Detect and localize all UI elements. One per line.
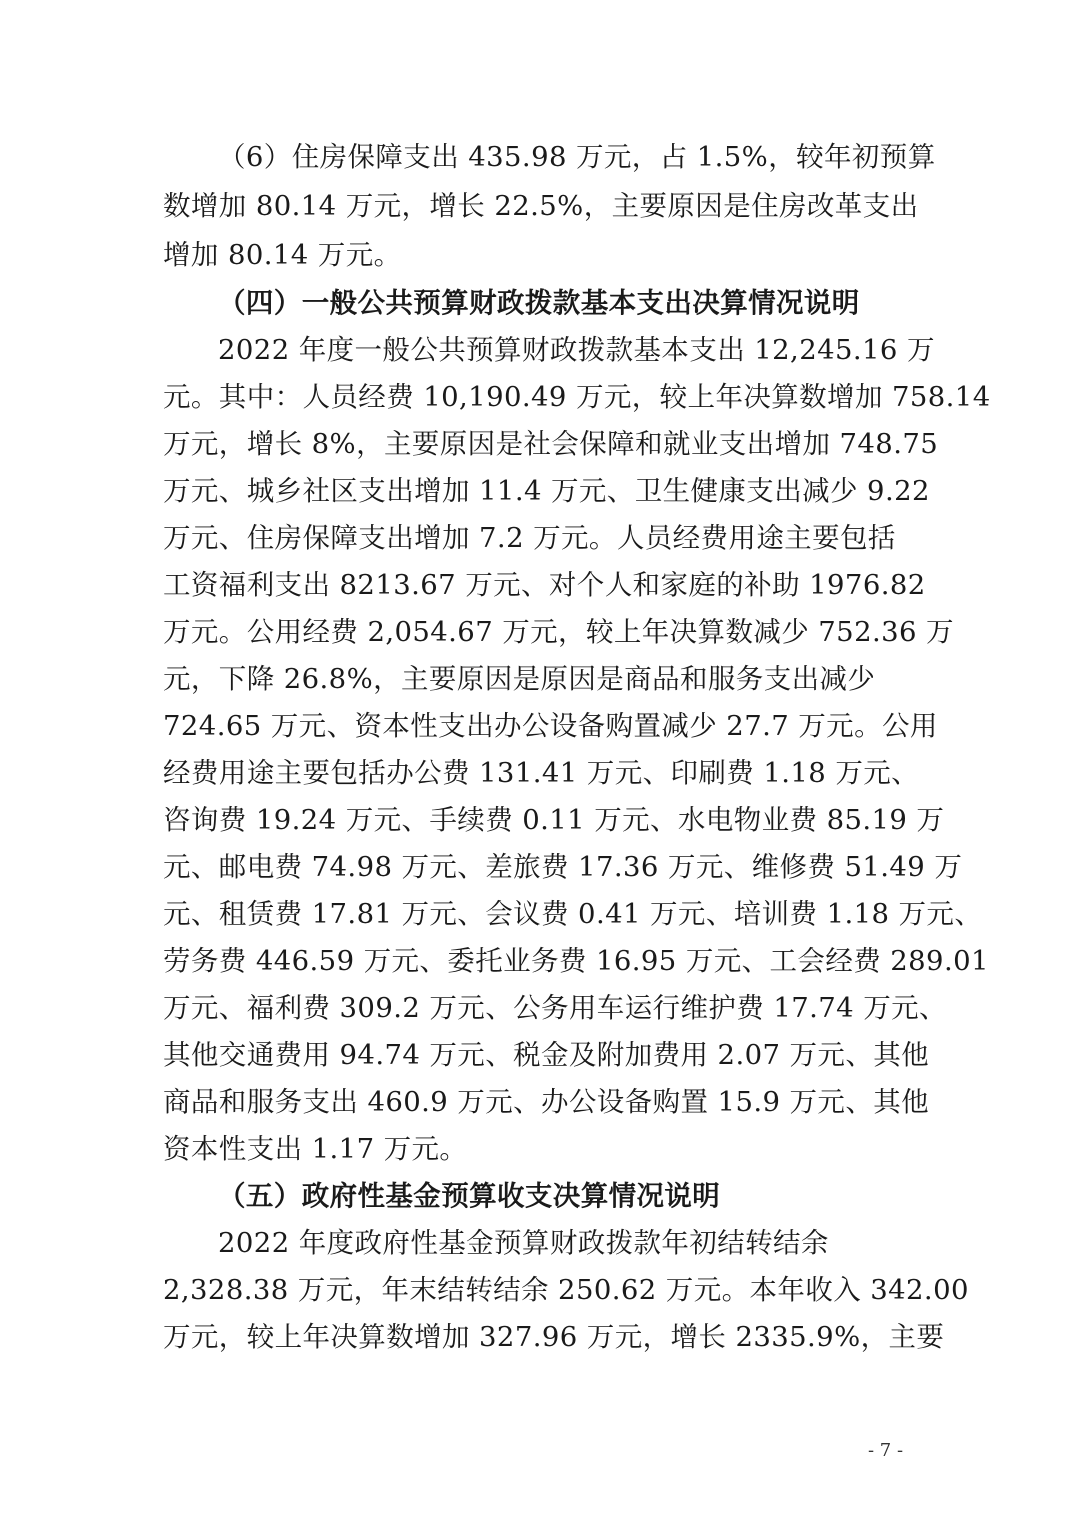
paragraph-line: 劳务费 446.59 万元、委托业务费 16.95 万元、工会经费 289.01 (163, 945, 989, 977)
section-heading-4: （四）一般公共预算财政拨款基本支出决算情况说明 (218, 287, 860, 319)
paragraph-line: 724.65 万元、资本性支出办公设备购置减少 27.7 万元。公用 (163, 710, 938, 742)
paragraph-line: 2022 年度一般公共预算财政拨款基本支出 12,245.16 万 (218, 334, 935, 366)
paragraph-line: 万元，较上年决算数增加 327.96 万元，增长 2335.9%，主要 (163, 1321, 945, 1353)
paragraph-line: 元、租赁费 17.81 万元、会议费 0.41 万元、培训费 1.18 万元、 (163, 898, 983, 930)
paragraph-line: 2,328.38 万元，年末结转结余 250.62 万元。本年收入 342.00 (163, 1274, 969, 1306)
paragraph-line: （6）住房保障支出 435.98 万元，占 1.5%，较年初预算 (218, 141, 936, 173)
paragraph-line: 元、邮电费 74.98 万元、差旅费 17.36 万元、维修费 51.49 万 (163, 851, 963, 883)
page-number: - 7 - (868, 1440, 904, 1461)
paragraph-line: 万元、城乡社区支出增加 11.4 万元、卫生健康支出减少 9.22 (163, 475, 930, 507)
paragraph-line: 经费用途主要包括办公费 131.41 万元、印刷费 1.18 万元、 (163, 757, 920, 789)
paragraph-line: 2022 年度政府性基金预算财政拨款年初结转结余 (218, 1227, 829, 1259)
paragraph-line: 数增加 80.14 万元，增长 22.5%，主要原因是住房改革支出 (163, 190, 919, 222)
paragraph-line: 万元、福利费 309.2 万元、公务用车运行维护费 17.74 万元、 (163, 992, 947, 1024)
paragraph-line: 元。其中：人员经费 10,190.49 万元，较上年决算数增加 758.14 (163, 381, 991, 413)
paragraph-line: 其他交通费用 94.74 万元、税金及附加费用 2.07 万元、其他 (163, 1039, 930, 1071)
paragraph-line: 商品和服务支出 460.9 万元、办公设备购置 15.9 万元、其他 (163, 1086, 930, 1118)
paragraph-line: 万元，增长 8%，主要原因是社会保障和就业支出增加 748.75 (163, 428, 939, 460)
paragraph-line: 资本性支出 1.17 万元。 (163, 1133, 468, 1165)
paragraph-line: 咨询费 19.24 万元、手续费 0.11 万元、水电物业费 85.19 万 (163, 804, 945, 836)
paragraph-line: 元，下降 26.8%，主要原因是原因是商品和服务支出减少 (163, 663, 876, 695)
paragraph-line: 工资福利支出 8213.67 万元、对个人和家庭的补助 1976.82 (163, 569, 926, 601)
paragraph-line: 万元。公用经费 2,054.67 万元，较上年决算数减少 752.36 万 (163, 616, 954, 648)
paragraph-line: 增加 80.14 万元。 (163, 239, 402, 271)
paragraph-line: 万元、住房保障支出增加 7.2 万元。人员经费用途主要包括 (163, 522, 896, 554)
section-heading-5: （五）政府性基金预算收支决算情况说明 (218, 1180, 721, 1212)
